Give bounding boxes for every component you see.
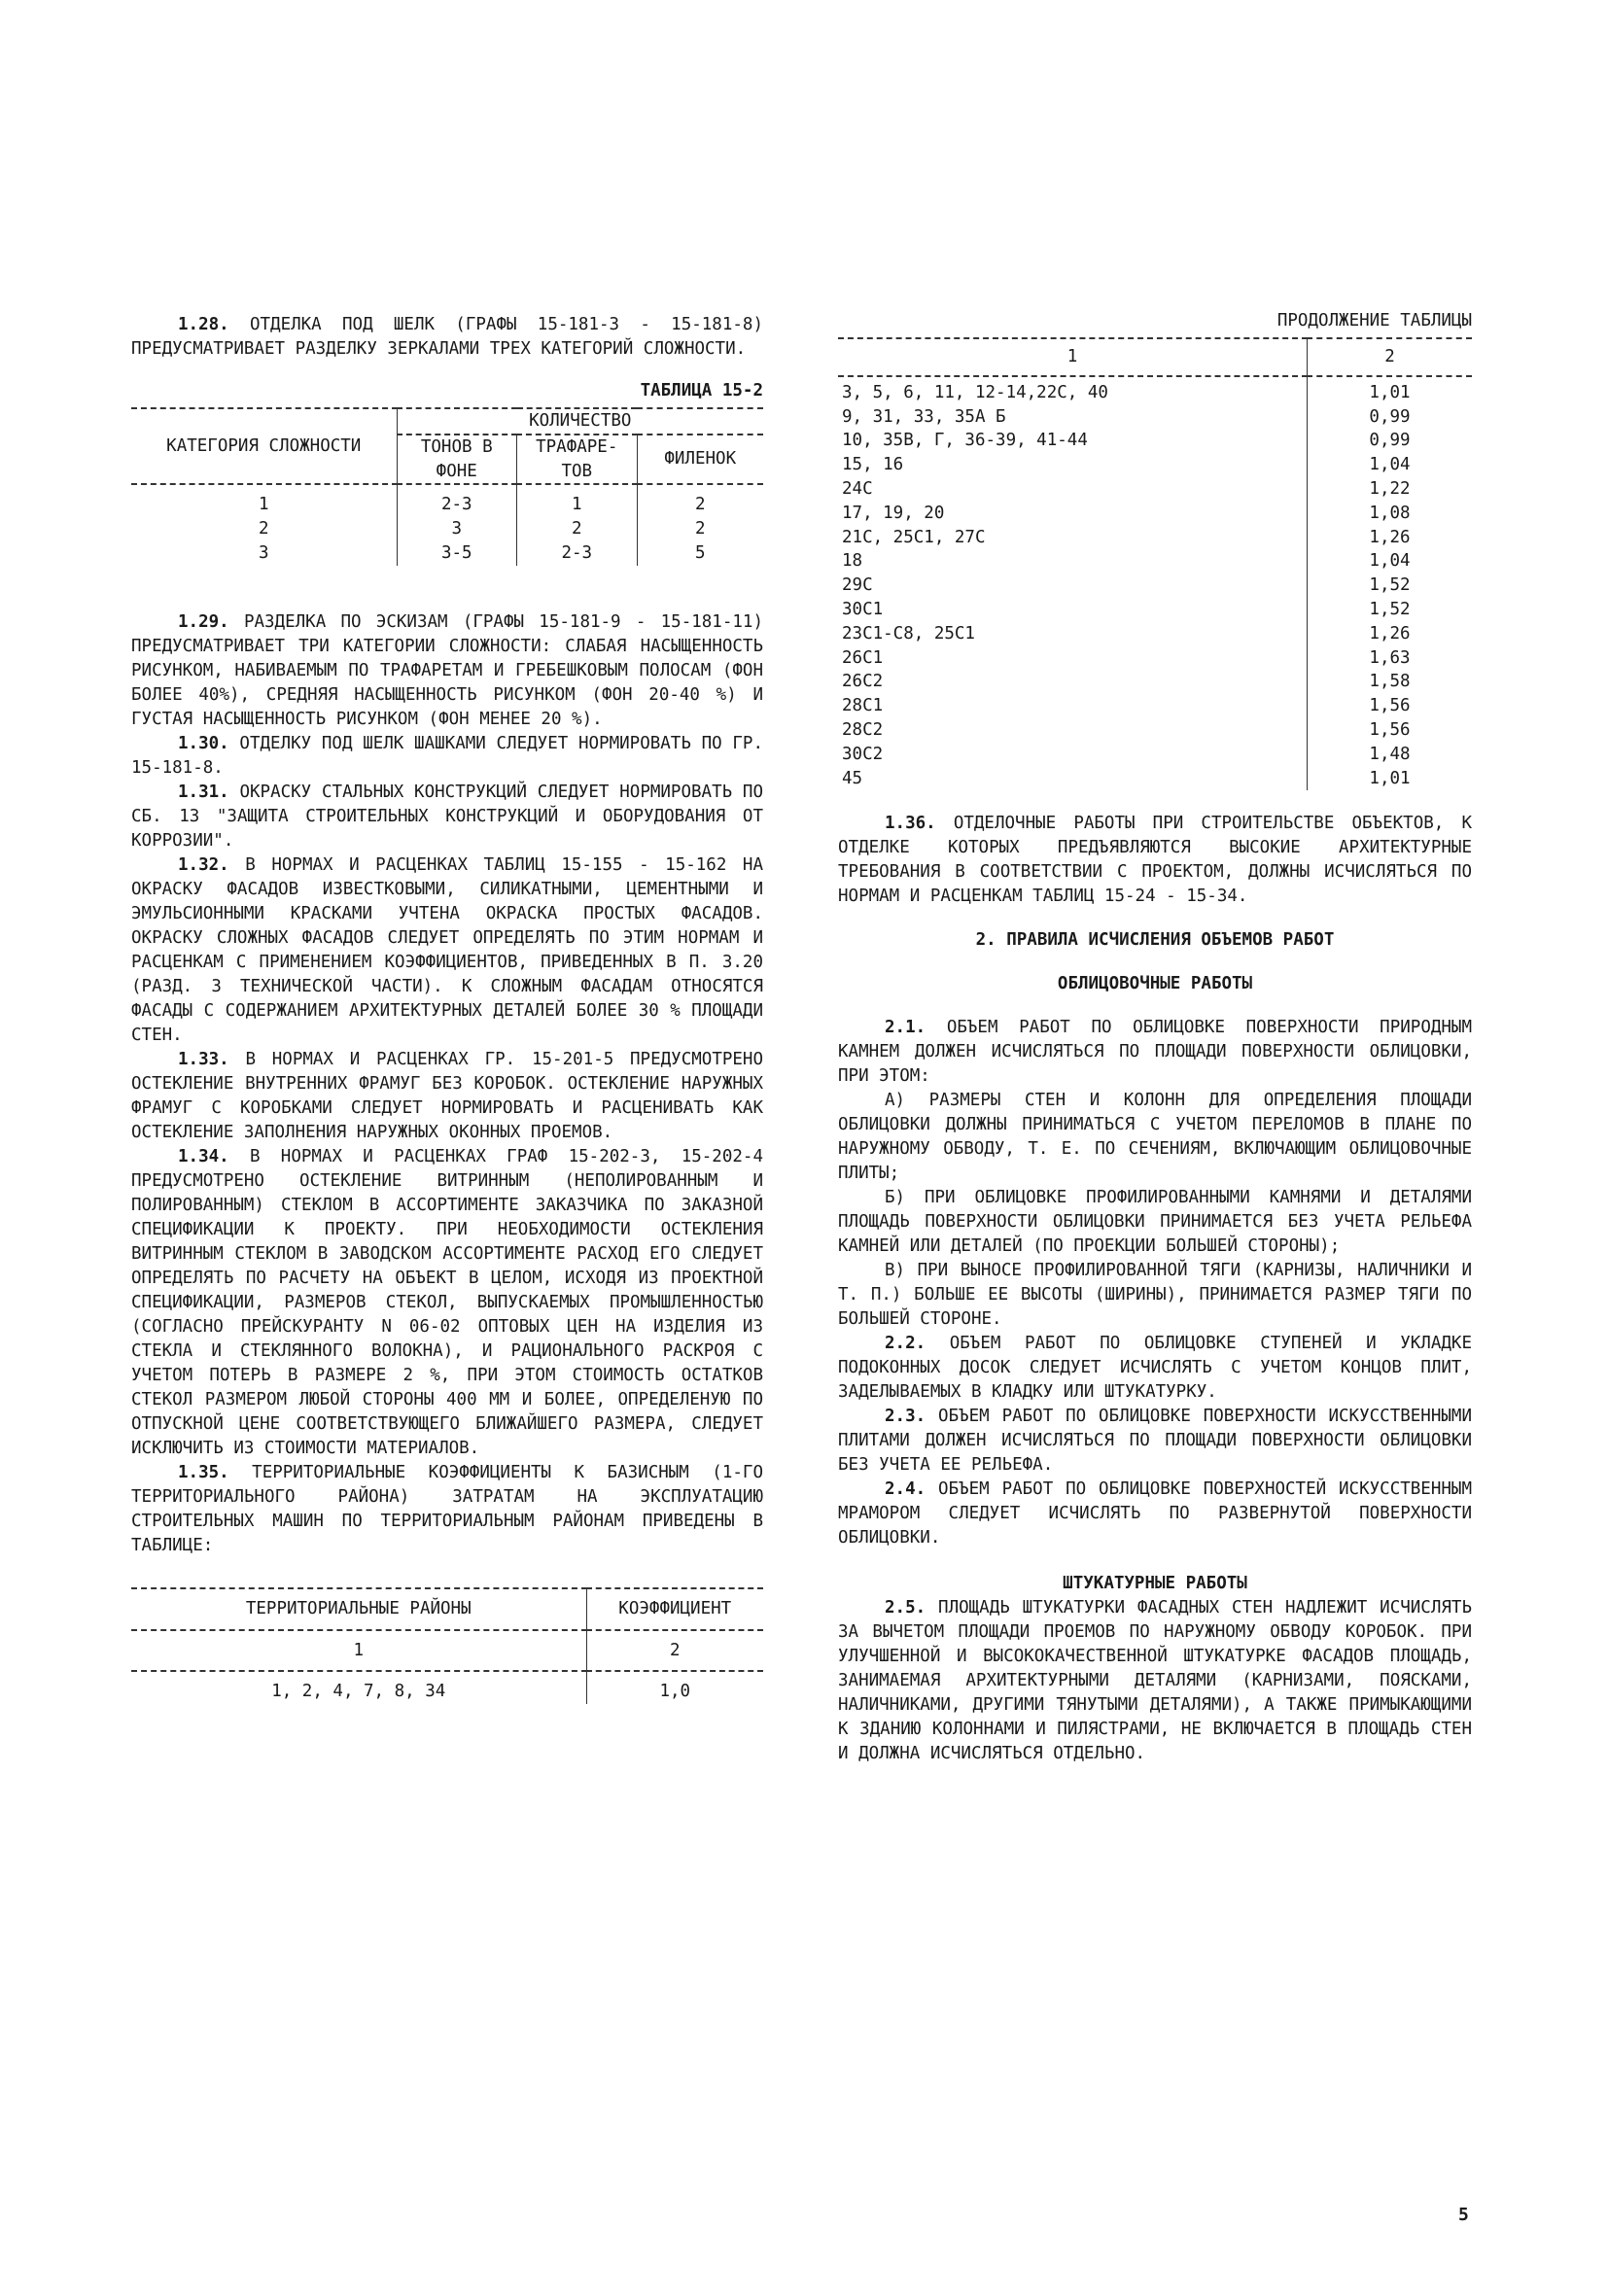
header-stencils: ТРАФАРЕ-ТОВ xyxy=(517,435,638,485)
paragraph-2-3: 2.3. ОБЪЕМ РАБОТ ПО ОБЛИЦОВКЕ ПОВЕРХНОСТИ ИСКУССТВЕННЫМИ ПЛИТАМИ ДОЛЖЕН ИСЧИСЛЯТЬСЯ ПО ПЛОЩАДИ ПОВЕРХНОСТИ ОБЛИЦОВКИ БЕЗ УЧЕТА ЕЕ РЕЛЬЕФА. xyxy=(838,1407,1472,1476)
paragraph-1-29: 1.29. РАЗДЕЛКА ПО ЭСКИЗАМ (ГРАФЫ 15-181-9 - 15-181-11) ПРЕДУСМАТРИВАЕТ ТРИ КАТЕГОРИИ СЛОЖНОСТИ: СЛАБАЯ НАСЫЩЕННОСТЬ РИСУНКОМ, НАБИВАЕМЫМ ПО ТРАФАРЕТАМ И ГРЕБЕШКОВЫМ ПОЛОСАМ (ФОН БОЛЕЕ 40%), СРЕДНЯЯ НАСЫЩЕННОСТЬ РИСУНКОМ (ФОН 20-40 %) И ГУСТАЯ НАСЫЩЕННОСТЬ РИСУНКОМ (ФОН МЕНЕЕ 20 %). xyxy=(131,611,763,729)
region-cell: 9, 31, 33, 35А Б xyxy=(842,406,1006,427)
coefficient-cell: 1,22 xyxy=(1307,477,1472,502)
coefficient-cell: 1,52 xyxy=(1307,574,1472,598)
coefficient-cell: 1,63 xyxy=(1307,646,1472,671)
table-row xyxy=(838,376,1472,405)
region-cell: 21С, 25С1, 27С xyxy=(842,527,986,547)
coefficient-cell: 1,04 xyxy=(1307,549,1472,574)
table-15-2 xyxy=(131,407,763,566)
coefficient-cell: 1,01 xyxy=(1307,767,1472,791)
coefficient-cell: 1,56 xyxy=(1307,694,1472,718)
header-quantity: КОЛИЧЕСТВО xyxy=(397,408,763,435)
region-cell: 29С xyxy=(842,575,873,596)
table-15-2-caption: ТАБЛИЦА 15-2 xyxy=(640,381,763,400)
table-row: 3 3-5 2-3 5 xyxy=(131,541,763,566)
table-row xyxy=(838,767,1472,791)
region-cell: 30С2 xyxy=(842,744,884,764)
header-panels: ФИЛЕНОК xyxy=(637,435,763,485)
column-number-2: 2 xyxy=(586,1630,763,1672)
paragraph-1-30: 1.30. ОТДЕЛКУ ПОД ШЕЛК ШАШКАМИ СЛЕДУЕТ НОРМИРОВАТЬ ПО ГР. 15-181-8. xyxy=(131,733,763,778)
paragraph-2-1-b: Б) ПРИ ОБЛИЦОВКЕ ПРОФИЛИРОВАННЫМИ КАМНЯМИ И ДЕТАЛЯМИ ПЛОЩАДЬ ПОВЕРХНОСТИ ОБЛИЦОВКИ ПРИНИМАЕТСЯ БЕЗ УЧЕТА РЕЛЬЕФА КАМНЕЙ ИЛИ ДЕТАЛЕЙ (ПО ПРОЕКЦИИ БОЛЬШЕЙ СТОРОНЫ); xyxy=(838,1188,1472,1257)
coefficient-cell: 0,99 xyxy=(1307,429,1472,453)
table-row xyxy=(838,502,1472,526)
left-column xyxy=(131,313,763,1704)
page-number: 5 xyxy=(1458,2205,1469,2225)
coefficient-cell: 0,99 xyxy=(1307,405,1472,430)
table-row xyxy=(838,549,1472,574)
region-cell: 18 xyxy=(842,551,863,572)
region-cell: 26С1 xyxy=(842,647,884,668)
table-row xyxy=(838,646,1472,671)
subsection-plaster-works: ШТУКАТУРНЫЕ РАБОТЫ xyxy=(1063,1574,1247,1594)
table-row xyxy=(838,670,1472,694)
column-number-1: 1 xyxy=(1066,347,1078,366)
paragraph-2-2: 2.2. ОБЪЕМ РАБОТ ПО ОБЛИЦОВКЕ СТУПЕНЕЙ И УКЛАДКЕ ПОДОКОННЫХ ДОСОК СЛЕДУЕТ ИСЧИСЛЯТЬ С УЧЕТОМ КОНЦОВ ПЛИТ, ЗАДЕЛЫВАЕМЫХ В КЛАДКУ ИЛИ ШТУКАТУРКУ. xyxy=(838,1334,1472,1403)
table-row xyxy=(838,622,1472,646)
region-cell: 28С1 xyxy=(842,696,884,716)
region-cell: 15, 16 xyxy=(842,455,904,475)
region-cell: 23С1-С8, 25С1 xyxy=(842,623,975,644)
territorial-table xyxy=(131,1587,763,1704)
paragraph-1-35: 1.35. ТЕРРИТОРИАЛЬНЫЕ КОЭФФИЦИЕНТЫ К БАЗИСНЫМ (1-ГО ТЕРРИТОРИАЛЬНОГО РАЙОНА) ЗАТРАТАМ НА ЭКСПЛУАТАЦИЮ СТРОИТЕЛЬНЫХ МАШИН ПО ТЕРРИТОРИАЛЬНЫМ РАЙОНАМ ПРИВЕДЕНЫ В ТАБЛИЦЕ: xyxy=(131,1462,763,1555)
subsection-facing-works: ОБЛИЦОВОЧНЫЕ РАБОТЫ xyxy=(1057,974,1253,994)
coefficient-cell: 1,26 xyxy=(1307,622,1472,646)
table-row xyxy=(838,574,1472,598)
territorial-table-continued xyxy=(838,337,1472,790)
region-cell: 26С2 xyxy=(842,672,884,692)
header-regions: ТЕРРИТОРИАЛЬНЫЕ РАЙОНЫ xyxy=(245,1598,472,1618)
table-row: 2 3 2 2 xyxy=(131,517,763,541)
table-row xyxy=(838,429,1472,453)
table-row xyxy=(838,453,1472,477)
table-row xyxy=(838,598,1472,622)
coefficient-cell: 1,56 xyxy=(1307,718,1472,743)
table-row xyxy=(838,743,1472,767)
coefficient-cell: 1,26 xyxy=(1307,526,1472,550)
coefficient-cell: 1,52 xyxy=(1307,598,1472,622)
paragraph-2-1-a: А) РАЗМЕРЫ СТЕН И КОЛОНН ДЛЯ ОПРЕДЕЛЕНИЯ ПЛОЩАДИ ОБЛИЦОВКИ ДОЛЖНЫ ПРИНИМАТЬСЯ С УЧЕТОМ ПЕРЕЛОМОВ В ПЛАНЕ ПО НАРУЖНОМУ ОБВОДУ, Т. Е. ПО СЕЧЕНИЯМ, ВКЛЮЧАЮЩИМ ОБЛИЦОВОЧНЫЕ ПЛИТЫ; xyxy=(838,1091,1472,1184)
region-cell: 28С2 xyxy=(842,719,884,740)
table-row xyxy=(838,405,1472,430)
paragraph-2-1-c: В) ПРИ ВЫНОСЕ ПРОФИЛИРОВАННОЙ ТЯГИ (КАРНИЗЫ, НАЛИЧНИКИ И Т. П.) БОЛЬШЕ ЕЕ ВЫСОТЫ (ШИРИНЫ), ПРИНИМАЕТСЯ РАЗМЕР ТЯГИ ПО БОЛЬШЕЙ СТОРОНЕ. xyxy=(838,1261,1472,1330)
header-tones: ТОНОВ В ФОНЕ xyxy=(397,435,517,485)
table-row xyxy=(838,694,1472,718)
paragraph-1-32: 1.32. В НОРМАХ И РАСЦЕНКАХ ТАБЛИЦ 15-155 - 15-162 НА ОКРАСКУ ФАСАДОВ ИЗВЕСТКОВЫМИ, СИЛИКАТНЫМИ, ЦЕМЕНТНЫМИ И ЭМУЛЬСИОННЫМИ КРАСКАМИ УЧТЕНА ОКРАСКА ПРОСТЫХ ФАСАДОВ. ОКРАСКУ СЛОЖНЫХ ФАСАДОВ СЛЕДУЕТ ОПРЕДЕЛЯТЬ ПО ЭТИМ НОРМАМ И РАСЦЕНКАМ С ПРИМЕНЕНИЕМ КОЭФФИЦИЕНТОВ, ПРИВЕДЕННЫХ В П. 3.20 (РАЗД. 3 ТЕХНИЧЕСКОЙ ЧАСТИ). К СЛОЖНЫМ ФАСАДАМ ОТНОСЯТСЯ ФАСАДЫ С СОДЕРЖАНИЕМ АРХИТЕКТУРНЫХ ДЕТАЛЕЙ БОЛЕЕ 30 % ПЛОЩАДИ СТЕН. xyxy=(131,854,763,1045)
coefficient-cell: 1,04 xyxy=(1307,453,1472,477)
paragraph-1-36: 1.36. ОТДЕЛОЧНЫЕ РАБОТЫ ПРИ СТРОИТЕЛЬСТВЕ ОБЪЕКТОВ, К ОТДЕЛКЕ КОТОРЫХ ПРЕДЪЯВЛЯЮТСЯ ВЫСОКИЕ АРХИТЕКТУРНЫЕ ТРЕБОВАНИЯ В СООТВЕТСТВИИ С ПРОЕКТОМ, ДОЛЖНЫ ИСЧИСЛЯТЬСЯ ПО НОРМАМ И РАСЦЕНКАМ ТАБЛИЦ 15-24 - 15-34. xyxy=(838,814,1472,907)
header-coefficient: КОЭФФИЦИЕНТ xyxy=(586,1588,763,1630)
coefficient-cell: 1,58 xyxy=(1307,670,1472,694)
table-row xyxy=(838,477,1472,502)
table-row xyxy=(838,718,1472,743)
region-cell: 17, 19, 20 xyxy=(842,503,945,523)
section-2-title: 2. ПРАВИЛА ИСЧИСЛЕНИЯ ОБЪЕМОВ РАБОТ xyxy=(975,930,1335,951)
region-cell: 10, 35В, Г, 36-39, 41-44 xyxy=(842,431,1088,451)
region-cell: 24С xyxy=(842,478,873,499)
coefficient-cell: 1,01 xyxy=(1307,376,1472,405)
right-column xyxy=(838,309,1472,1766)
paragraph-2-4: 2.4. ОБЪЕМ РАБОТ ПО ОБЛИЦОВКЕ ПОВЕРХНОСТЕЙ ИСКУССТВЕННЫМ МРАМОРОМ СЛЕДУЕТ ИСЧИСЛЯТЬ ПО РАЗВЕРНУТОЙ ПОВЕРХНОСТИ ОБЛИЦОВКИ. xyxy=(838,1479,1472,1548)
table-continuation-caption: ПРОДОЛЖЕНИЕ ТАБЛИЦЫ xyxy=(1276,311,1472,330)
region-cell: 30С1 xyxy=(842,599,884,619)
paragraph-2-5: 2.5. ПЛОЩАДЬ ШТУКАТУРКИ ФАСАДНЫХ СТЕН НАДЛЕЖИТ ИСЧИСЛЯТЬ ЗА ВЫЧЕТОМ ПЛОЩАДИ ПРОЕМОВ ПО НАРУЖНОМУ ОБВОДУ КОРОБОК. ПРИ УЛУЧШЕННОЙ И ВЫСОКОКАЧЕСТВЕННОЙ ШТУКАТУРКЕ ФАСАДОВ ПЛОЩАДЬ, ЗАНИМАЕМАЯ АРХИТЕКТУРНЫМИ ДЕТАЛЯМИ (КАРНИЗАМИ, ПОЯСКАМИ, НАЛИЧНИКАМИ, ДРУГИМИ ТЯНУТЫМИ ДЕТАЛЯМИ), А ТАКЖЕ ПРИМЫКАЮЩИМИ К ЗДАНИЮ КОЛОННАМИ И ПИЛЯСТРАМИ, НЕ ВКЛЮЧАЕТСЯ В ПЛОЩАДЬ СТЕН И ДОЛЖНА ИСЧИСЛЯТЬСЯ ОТДЕЛЬНО. xyxy=(838,1598,1472,1764)
paragraph-1-33: 1.33. В НОРМАХ И РАСЦЕНКАХ ГР. 15-201-5 ПРЕДУСМОТРЕНО ОСТЕКЛЕНИЕ ВНУТРЕННИХ ФРАМУГ БЕЗ КОРОБОК. ОСТЕКЛЕНИЕ НАРУЖНЫХ ФРАМУГ С КОРОБКАМИ СЛЕДУЕТ НОРМИРОВАТЬ И РАСЦЕНИВАТЬ КАК ОСТЕКЛЕНИЕ ЗАПОЛНЕНИЯ НАРУЖНЫХ ОКОННЫХ ПРОЕМОВ. xyxy=(131,1049,763,1142)
region-cell: 3, 5, 6, 11, 12-14,22С, 40 xyxy=(842,382,1108,402)
paragraph-1-28: 1.28. ОТДЕЛКА ПОД ШЕЛК (ГРАФЫ 15-181-3 - 15-181-8) ПРЕДУСМАТРИВАЕТ РАЗДЕЛКУ ЗЕРКАЛАМИ ТРЕХ КАТЕГОРИЙ СЛОЖНОСТИ. xyxy=(131,315,763,359)
column-number-1: 1 xyxy=(353,1640,365,1660)
header-category: КАТЕГОРИЯ СЛОЖНОСТИ xyxy=(166,435,362,456)
region-cell: 45 xyxy=(842,768,863,788)
column-number-2: 2 xyxy=(1307,338,1472,376)
coefficient-cell: 1,08 xyxy=(1307,502,1472,526)
table-row: 1 2-3 1 2 xyxy=(131,484,763,517)
table-row xyxy=(838,526,1472,550)
paragraph-2-1: 2.1. ОБЪЕМ РАБОТ ПО ОБЛИЦОВКЕ ПОВЕРХНОСТИ ПРИРОДНЫМ КАМНЕМ ДОЛЖЕН ИСЧИСЛЯТЬСЯ ПО ПЛОЩАДИ ПОВЕРХНОСТИ ОБЛИЦОВКИ, ПРИ ЭТОМ: xyxy=(838,1018,1472,1087)
paragraph-1-34: 1.34. В НОРМАХ И РАСЦЕНКАХ ГРАФ 15-202-3, 15-202-4 ПРЕДУСМОТРЕНО ОСТЕКЛЕНИЕ ВИТРИННЫМ (НЕПОЛИРОВАННЫМ И ПОЛИРОВАННЫМ) СТЕКЛОМ В АССОРТИМЕНТЕ ЗАКАЗЧИКА ПО ЗАКАЗНОЙ СПЕЦИФИКАЦИИ К ПРОЕКТУ. ПРИ НЕОБХОДИМОСТИ ОСТЕКЛЕНИЯ ВИТРИННЫМ СТЕКЛОМ В ЗАВОДСКОМ АССОРТИМЕНТЕ РАСХОД ЕГО СЛЕДУЕТ ОПРЕДЕЛЯТЬ ПО РАСЧЕТУ НА ОБЪЕКТ В ЦЕЛОМ, ИСХОДЯ ИЗ ПРОЕКТНОЙ СПЕЦИФИКАЦИИ, РАЗМЕРОВ СТЕКОЛ, ВЫПУСКАЕМЫХ ПРОМЫШЛЕННОСТЬЮ (СОГЛАСНО ПРЕЙСКУРАНТУ N 06-02 ОПТОВЫХ ЦЕН НА ИЗДЕЛИЯ ИЗ СТЕКЛА И СТЕКЛЯННОГО ВОЛОКНА), И РАЦИОНАЛЬНОГО РАСКРОЯ С УЧЕТОМ ПОТЕРЬ В РАЗМЕРЕ 2 %, ПРИ ЭТОМ СТОИМОСТЬ ОСТАТКОВ СТЕКОЛ РАЗМЕРОМ ЛЮБОЙ СТОРОНЫ 400 ММ И БОЛЕЕ, ОПРЕДЕЛЕНУЮ ПО ОТПУСКНОЙ ЦЕНЕ СООТВЕТСТВУЮЩЕГО БЛИЖАЙШЕГО РАЗМЕРА, СЛЕДУЕТ ИСКЛЮЧИТЬ ИЗ СТОИМОСТИ МАТЕРИАЛОВ. xyxy=(131,1146,763,1458)
paragraph-1-31: 1.31. ОКРАСКУ СТАЛЬНЫХ КОНСТРУКЦИЙ СЛЕДУЕТ НОРМИРОВАТЬ ПО СБ. 13 "ЗАЩИТА СТРОИТЕЛЬНЫХ КОНСТРУКЦИЙ И ОБОРУДОВАНИЯ ОТ КОРРОЗИИ". xyxy=(131,782,763,851)
table-row: 1, 2, 4, 7, 8, 34 1,0 xyxy=(131,1671,763,1704)
coefficient-cell: 1,48 xyxy=(1307,743,1472,767)
